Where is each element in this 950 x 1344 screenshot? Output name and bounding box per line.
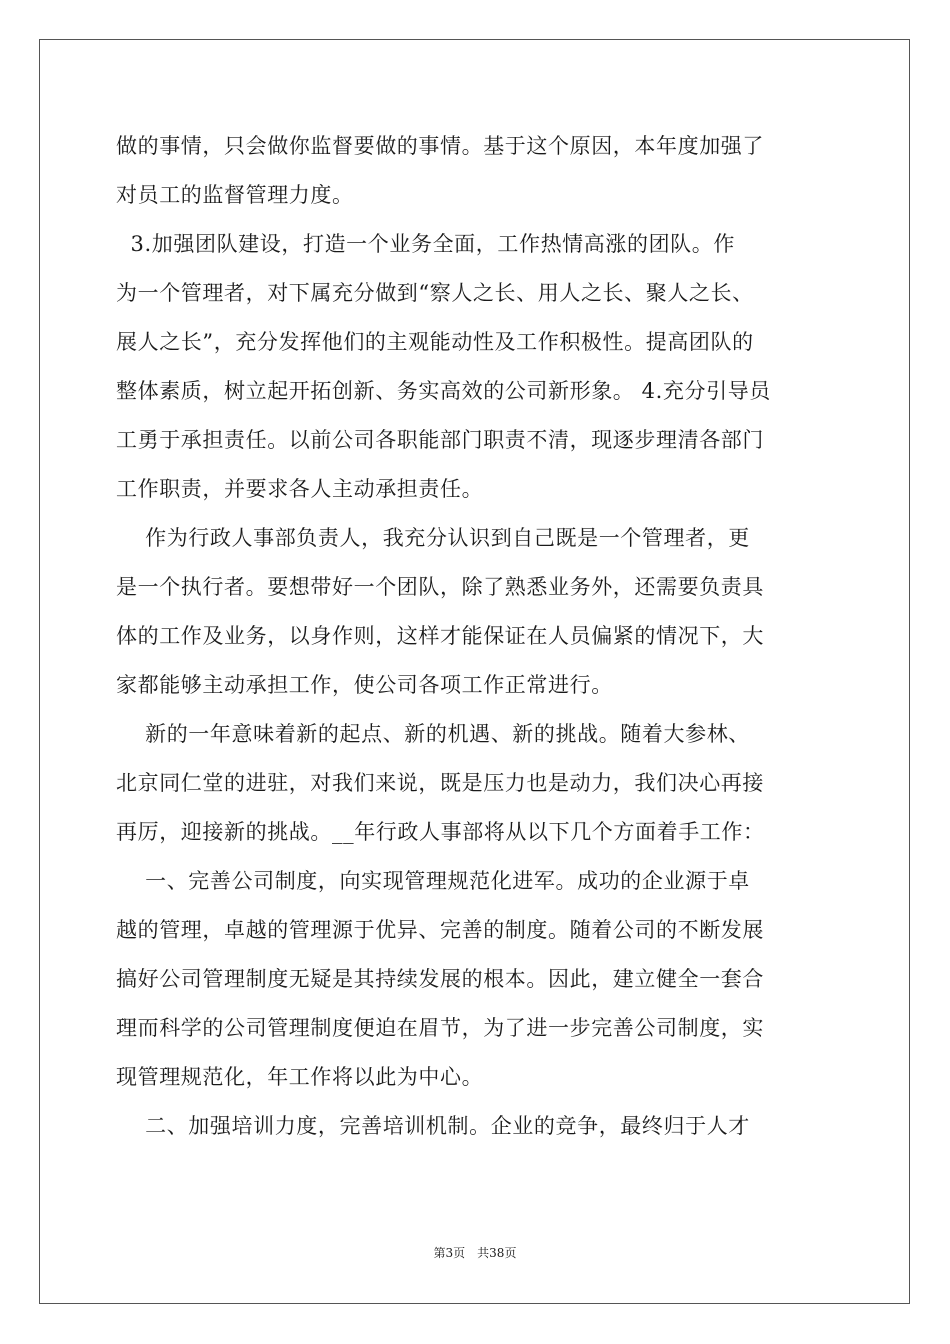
text-line: 理而科学的公司管理制度便迫在眉节，为了进一步完善公司制度，实 bbox=[116, 1016, 764, 1040]
text-line: 3.加强团队建设，打造一个业务全面，工作热情高涨的团队。作 bbox=[116, 232, 735, 256]
text-line: 为一个管理者，对下属充分做到“察人之长、用人之长、聚人之长、 bbox=[116, 281, 754, 305]
text-line: 搞好公司管理制度无疑是其持续发展的根本。因此，建立健全一套合 bbox=[116, 967, 764, 991]
text-line: 作为行政人事部负责人，我充分认识到自己既是一个管理者，更 bbox=[116, 526, 750, 550]
document-body bbox=[116, 122, 836, 1151]
page-total: 共38页 bbox=[477, 1246, 517, 1260]
text-line: 新的一年意味着新的起点、新的机遇、新的挑战。随着大参林、 bbox=[116, 722, 750, 746]
text-line: 展人之长”，充分发挥他们的主观能动性及工作积极性。提高团队的 bbox=[116, 330, 754, 354]
text-line: 是一个执行者。要想带好一个团队，除了熟悉业务外，还需要负责具 bbox=[116, 575, 764, 599]
text-line: 现管理规范化，年工作将以此为中心。 bbox=[116, 1065, 484, 1089]
text-line: 家都能够主动承担工作，使公司各项工作正常进行。 bbox=[116, 673, 613, 697]
text-line: 整体素质，树立起开拓创新、务实高效的公司新形象。 4.充分引导员 bbox=[116, 379, 771, 403]
text-line: 工勇于承担责任。以前公司各职能部门职责不清，现逐步理清各部门 bbox=[116, 428, 764, 452]
page-footer bbox=[0, 1244, 950, 1261]
text-line: 工作职责，并要求各人主动承担责任。 bbox=[116, 477, 484, 501]
text-line: 做的事情，只会做你监督要做的事情。基于这个原因，本年度加强了 bbox=[116, 134, 764, 158]
text-line: 对员工的监督管理力度。 bbox=[116, 183, 354, 207]
text-line: 北京同仁堂的进驻，对我们来说，既是压力也是动力，我们决心再接 bbox=[116, 771, 764, 795]
text-line: 再厉，迎接新的挑战。__年行政人事部将从以下几个方面着手工作： bbox=[116, 820, 765, 844]
text-line: 越的管理，卓越的管理源于优异、完善的制度。随着公司的不断发展 bbox=[116, 918, 764, 942]
text-line: 体的工作及业务，以身作则，这样才能保证在人员偏紧的情况下，大 bbox=[116, 624, 764, 648]
page-number: 第3页 bbox=[433, 1246, 466, 1260]
text-line: 二、加强培训力度，完善培训机制。企业的竞争，最终归于人才 bbox=[116, 1114, 750, 1138]
text-line: 一、完善公司制度，向实现管理规范化进军。成功的企业源于卓 bbox=[116, 869, 750, 893]
